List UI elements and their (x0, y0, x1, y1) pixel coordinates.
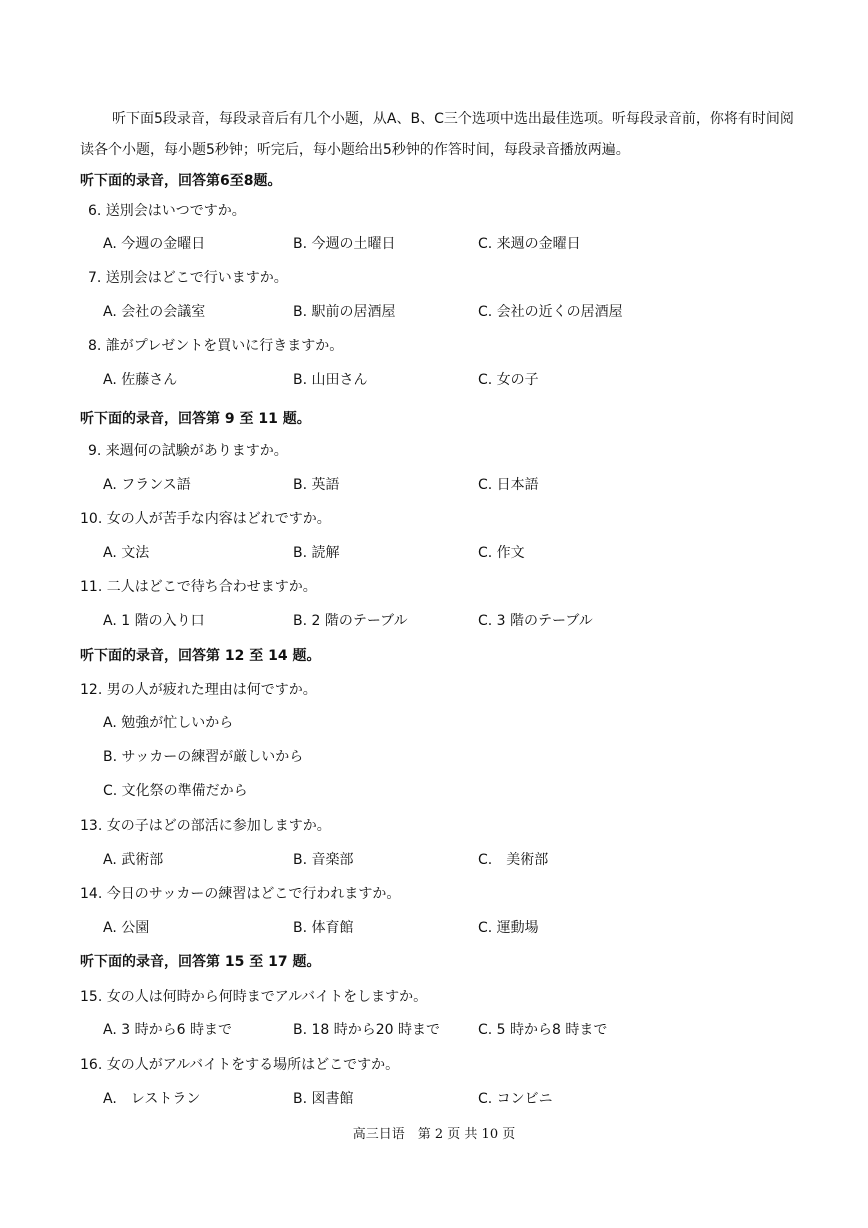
q13-option-a[interactable]: A. 武術部 (103, 852, 164, 868)
q14-option-c[interactable]: C. 運動場 (478, 920, 539, 936)
question-12: 12. 男の人が疲れた理由は何ですか。 (80, 682, 317, 698)
q6-option-b[interactable]: B. 今週の土曜日 (293, 236, 396, 252)
q8-option-c[interactable]: C. 女の子 (478, 372, 539, 388)
q7-option-a[interactable]: A. 会社の会議室 (103, 304, 206, 320)
q12-option-c[interactable]: C. 文化祭の準備だから (103, 783, 248, 799)
question-16: 16. 女の人がアルバイトをする場所はどこですか。 (80, 1057, 400, 1073)
q11-option-a[interactable]: A. 1 階の入り口 (103, 613, 205, 629)
question-15: 15. 女の人は何時から何時までアルバイトをしますか。 (80, 989, 428, 1005)
q13-option-c[interactable]: C. 美術部 (478, 852, 549, 868)
q9-option-b[interactable]: B. 英語 (293, 477, 340, 493)
q15-option-a[interactable]: A. 3 時から6 時まで (103, 1022, 232, 1038)
section-heading: 听下面的录音，回答第 9 至 11 题。 (80, 411, 311, 427)
q8-option-a[interactable]: A. 佐藤さん (103, 372, 178, 388)
q16-option-b[interactable]: B. 図書館 (293, 1091, 354, 1107)
q15-option-c[interactable]: C. 5 時から8 時まで (478, 1022, 608, 1038)
question-8: 8. 誰がプレゼントを買いに行きますか。 (88, 338, 344, 354)
q6-option-c[interactable]: C. 来週の金曜日 (478, 236, 581, 252)
q12-option-b[interactable]: B. サッカーの練習が厳しいから (103, 749, 304, 765)
question-6: 6. 送別会はいつですか。 (88, 203, 246, 219)
section-heading: 听下面的录音，回答第 12 至 14 题。 (80, 648, 321, 664)
question-9: 9. 来週何の試験がありますか。 (88, 443, 288, 459)
section-heading: 听下面的录音，回答第6至8题。 (80, 173, 282, 189)
instructions: 听下面5段录音，每段录音后有几个小题，从A、B、C三个选项中选出最佳选项。听每段录音前，你将有时间阅读各个小题，每小题5秒钟；听完后，每小题给出5秒钟的作答时间，每段录音播放两遍。 (80, 111, 794, 158)
q11-option-c[interactable]: C. 3 階のテーブル (478, 613, 593, 629)
q15-option-b[interactable]: B. 18 時から20 時まで (293, 1022, 441, 1038)
q8-option-b[interactable]: B. 山田さん (293, 372, 368, 388)
section-heading: 听下面的录音，回答第 15 至 17 题。 (80, 954, 321, 970)
q9-option-a[interactable]: A. フランス語 (103, 477, 191, 493)
page-footer: 高三日语 第 2 页 共 10 页 (352, 1127, 516, 1142)
q7-option-b[interactable]: B. 駅前の居酒屋 (293, 304, 396, 320)
q10-option-c[interactable]: C. 作文 (478, 545, 525, 561)
q13-option-b[interactable]: B. 音楽部 (293, 852, 354, 868)
q14-option-b[interactable]: B. 体育館 (293, 920, 354, 936)
question-13: 13. 女の子はどの部活に参加しますか。 (80, 818, 331, 834)
q6-option-a[interactable]: A. 今週の金曜日 (103, 236, 206, 252)
q9-option-c[interactable]: C. 日本語 (478, 477, 539, 493)
q16-option-a[interactable]: A. レストラン (103, 1091, 201, 1107)
q7-option-c[interactable]: C. 会社の近くの居酒屋 (478, 304, 623, 320)
q12-option-a[interactable]: A. 勉強が忙しいから (103, 715, 234, 731)
q14-option-a[interactable]: A. 公園 (103, 920, 150, 936)
question-7: 7. 送別会はどこで行いますか。 (88, 270, 288, 286)
q16-option-c[interactable]: C. コンビニ (478, 1091, 553, 1107)
q10-option-a[interactable]: A. 文法 (103, 545, 150, 561)
question-10: 10. 女の人が苦手な内容はどれですか。 (80, 511, 331, 527)
q11-option-b[interactable]: B. 2 階のテーブル (293, 613, 408, 629)
question-11: 11. 二人はどこで待ち合わせますか。 (80, 579, 317, 595)
question-14: 14. 今日のサッカーの練習はどこで行われますか。 (80, 886, 401, 902)
q10-option-b[interactable]: B. 読解 (293, 545, 340, 561)
